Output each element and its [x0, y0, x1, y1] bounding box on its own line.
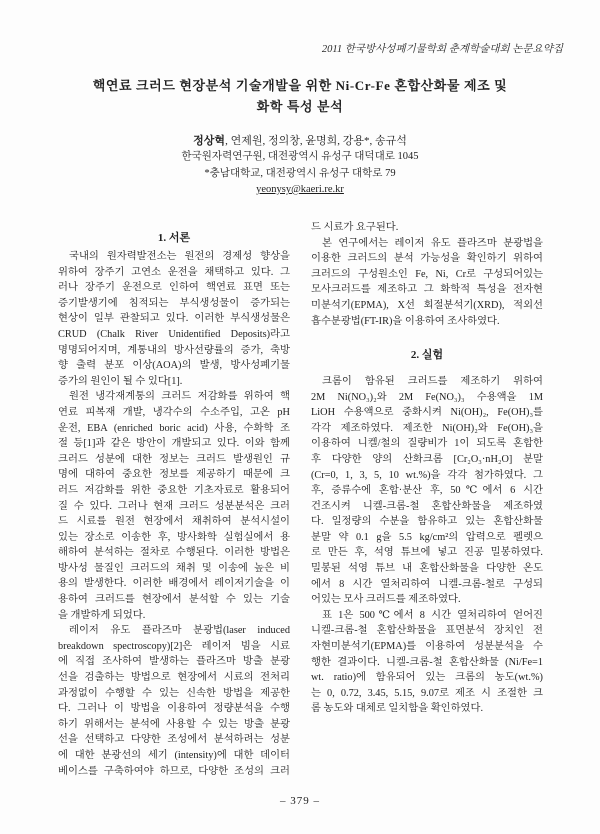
co-authors: , 연제원, 정의창, 윤명희, 강용*, 송규석	[225, 135, 407, 147]
paragraph-line: 러드 저감화를 위한 중요한 기초자료로 활용되어	[58, 484, 290, 496]
paragraph-line: 크러드 성분에 대한 정보는 크러드 발생원인 규	[58, 453, 290, 465]
paragraph-line: 롬 농도와 대체로 일치함을 확인하였다.	[311, 703, 484, 715]
paragraph-line: 해하여 분석하는 절차로 수행된다. 이러한 방법은	[58, 547, 290, 559]
paragraph-line: breakdown spectroscopy)[2]은 레이저 빔을 시료	[58, 640, 290, 652]
paragraph-continuation	[311, 220, 543, 236]
paragraph-line: 다. 일정량의 수분을 함유하고 있는 혼합산화물	[311, 516, 543, 528]
paragraph-line: 크러드의 구성원소인 Fe, Ni, Cr로 구성되어있는	[311, 268, 543, 280]
paragraph-line: 각각 제조하였다. 제조한 Ni(OH)₂와 Fe(OH)₃을	[311, 422, 543, 434]
paragraph-line: 국내의 원자력발전소는 원전의 경제성 향상을	[69, 251, 290, 262]
paper-title	[20, 75, 580, 117]
paragraph	[311, 236, 543, 330]
paragraph-line: 흡수분광법(FT-IR)을 이용하여 조사하였다.	[311, 315, 500, 327]
paragraph	[58, 249, 290, 389]
paragraph-line: 선을 검출하는 방법으로 현장에서 시료의 전처리	[58, 672, 290, 684]
paragraph-line: 에 직접 조사하여 발생하는 플라즈마 방출 분광	[58, 656, 290, 668]
paragraph-line: 러나 장주기 운전으로 인하여 핵연료 표면 또는	[58, 282, 290, 294]
title-line: 화학 특성 분석	[256, 99, 344, 114]
paragraph-line: 본 연구에서는 레이저 유도 플라즈마 분광법을	[322, 237, 543, 249]
paragraph-line: 증가의 원인이 될 수 있다[1].	[58, 375, 183, 387]
paragraph-line: 용하여 크러드를 현장에서 분석할 수 있는 기술	[58, 594, 290, 606]
paragraph-line: 베이스를 구축하여야 하므로, 다양한 조성의 크러	[58, 765, 290, 777]
paragraph-line: 후, 증류수에 혼합·분산 후, 50℃에서 6 시간	[311, 485, 543, 497]
paragraph-line: wt. ratio)에 함유되어 있는 크롬의 농도(wt.%)	[311, 672, 543, 684]
section-heading: 1. 서론	[157, 232, 191, 244]
paragraph-line: 건조시켜 니켈-크롬-철 혼합산화물을 제조하였	[311, 500, 543, 512]
left-column	[58, 230, 290, 779]
author-email-row	[60, 182, 540, 198]
running-header: 2011 한국방사성폐기물학회 춘계학술대회 논문요약집	[321, 44, 563, 55]
paragraph-line: 연료 피복재 개발, 냉각수의 수소주입, 고온 pH	[58, 406, 290, 418]
paragraph-line: 드 시료가 요구된다.	[311, 222, 399, 233]
paragraph-line: CRUD (Chalk River Unidentified Deposits)라고	[58, 328, 290, 340]
paragraph-line: 이용한 크러드의 분석 가능성을 확인하기 위하여	[311, 253, 543, 265]
section-heading: 2. 실험	[410, 348, 444, 361]
paragraph-line: 명에 대하여 중요한 정보를 제공하기 때문에 크	[58, 469, 290, 481]
paragraph-line: 다. 그러나 이 방법을 이용하여 정량분석을 수행	[58, 703, 290, 715]
author-email: yeonysy@kaeri.re.kr	[256, 183, 344, 195]
paragraph-line: 2M Ni(NO₃)₂와 2M Fe(NO₃)₃ 수용액을 1M	[311, 391, 543, 403]
paragraph-line: 로 만든 후, 석영 튜브에 넣고 진공 밀봉하였다.	[311, 547, 543, 559]
page-number: – 379 –	[280, 795, 320, 807]
paragraph-line: 표 1은 500℃에서 8 시간 열처리하여 얻어진	[322, 609, 543, 621]
paragraph-line: 선을 선택하고 다양한 조성에서 분석하려는 성분	[58, 734, 290, 746]
paragraph-line: 분말 약 0.1 g을 5.5 kg/cm²의 압력으로 펠렛으	[311, 531, 543, 543]
paragraph-line: 증기발생기에 침적되는 부식생성물이 증가되는	[58, 297, 290, 309]
byline	[60, 133, 540, 198]
paragraph-line: 모사크러드를 제조하고 그 화학적 특성을 전자현	[311, 284, 543, 296]
paragraph-line: (Cr=0, 1, 3, 5, 10 wt.%)을 각각 첨가하였다. 그	[311, 469, 543, 481]
paragraph-line: LiOH 수용액으로 중화시켜 Ni(OH)₂, Fe(OH)₃를	[311, 407, 543, 419]
paragraph-line: 질 수 있다. 그러나 현재 크러드 성분분석은 크러	[58, 500, 290, 512]
paragraph-line: 절 등[1]과 같은 방안이 개발되고 있다. 이와 함께	[58, 438, 290, 450]
paragraph-line: 현상이 일부 관찰되고 있다. 이러한 부식생성물은	[58, 313, 290, 325]
paragraph-line: 크롬이 함유된 크러드를 제조하기 위하여	[322, 375, 543, 387]
paragraph-line: 어있는 모사 크러드를 제조하였다.	[311, 594, 461, 606]
paragraph-line: 있는 장소로 이송한 후, 방사화학 실험실에서 용	[58, 531, 290, 543]
paragraph-line: 에 대한 분광선의 세기 (intensity)에 대한 데이터	[58, 750, 290, 761]
paragraph-line: 드 시료를 원전 현장에서 채취하여 분석시설이	[58, 516, 290, 528]
paragraph-line: 원전 냉각재계통의 크러드 저감화를 위하여 핵	[69, 391, 290, 403]
paragraph-line: 향 출력 분포 이상(AOA)의 발생, 방사성폐기물	[58, 360, 290, 372]
paragraph-line: 과정없이 수행할 수 있는 신속한 방법을 제공한	[58, 687, 290, 699]
right-column	[311, 220, 543, 717]
affiliation: 한국원자력연구원, 대전광역시 유성구 대덕대로 1045	[181, 151, 419, 163]
paragraph-line: 레이저 유도 플라즈마 분광법(laser induced	[69, 625, 290, 637]
paragraph-line: 에서 8 시간 열처리하여 니켈-크롬-철로 구성되	[311, 578, 543, 590]
title-line: 핵연료 크러드 현장분석 기술개발을 위한 Ni-Cr-Fe 혼합산화물 제조 및	[92, 78, 508, 93]
paragraph-line: 는 0, 0.72, 3.45, 5.15, 9.07로 제조 시 조절한 크	[311, 687, 543, 699]
presenting-author: 정상혁	[193, 135, 226, 147]
paragraph	[58, 389, 290, 623]
author-list	[60, 133, 540, 149]
paragraph-line: 미분석기(EPMA), X선 회절분석기(XRD), 적외선	[311, 299, 543, 311]
paragraph-line: 용의 발생한다. 이러한 배경에서 레이저기술을 이	[58, 578, 290, 590]
paragraph-line: 후 다양한 양의 산화크롬 [Cr₂O₃·nH₂O] 분말	[311, 453, 543, 465]
paragraph-line: 위하여 장주기 고연소 운전을 채택하고 있다. 그	[58, 266, 290, 278]
paragraph-line: 자현미분석기(EPMA)를 이용하여 성분분석을 수	[311, 641, 543, 653]
paragraph	[311, 374, 543, 608]
affiliation: *충남대학교, 대전광역시 유성구 대학로 79	[204, 167, 396, 179]
paragraph-line: 방사성 물질인 크러드의 채취 및 이송에 높은 비	[58, 562, 290, 574]
paragraph	[58, 623, 290, 779]
paragraph-line: 운전, EBA (enriched boric acid) 사용, 수화학 조	[58, 422, 290, 434]
paragraph-line: 행한 결과이다. 니켈-크롬-철 혼합산화물 (Ni/Fe=1	[311, 656, 543, 668]
paragraph-line: 하기 위해서는 분석에 사용할 수 있는 방출 분광	[58, 718, 290, 730]
paragraph	[311, 608, 543, 717]
paragraph-line: 을 개발하게 되었다.	[58, 609, 146, 621]
paragraph-line: 밀봉된 석영 튜브 내 혼합산화물을 다양한 온도	[311, 563, 543, 575]
paragraph-line: 이용하여 니켈/철의 질량비가 1이 되도록 혼합한	[311, 438, 543, 450]
paragraph-line: 니켈-크롬-철 혼합산화물을 표면분석 장치인 전	[311, 625, 543, 637]
paragraph-line: 명명되어지며, 계통내의 방사선량률의 증가, 축방	[58, 344, 290, 356]
